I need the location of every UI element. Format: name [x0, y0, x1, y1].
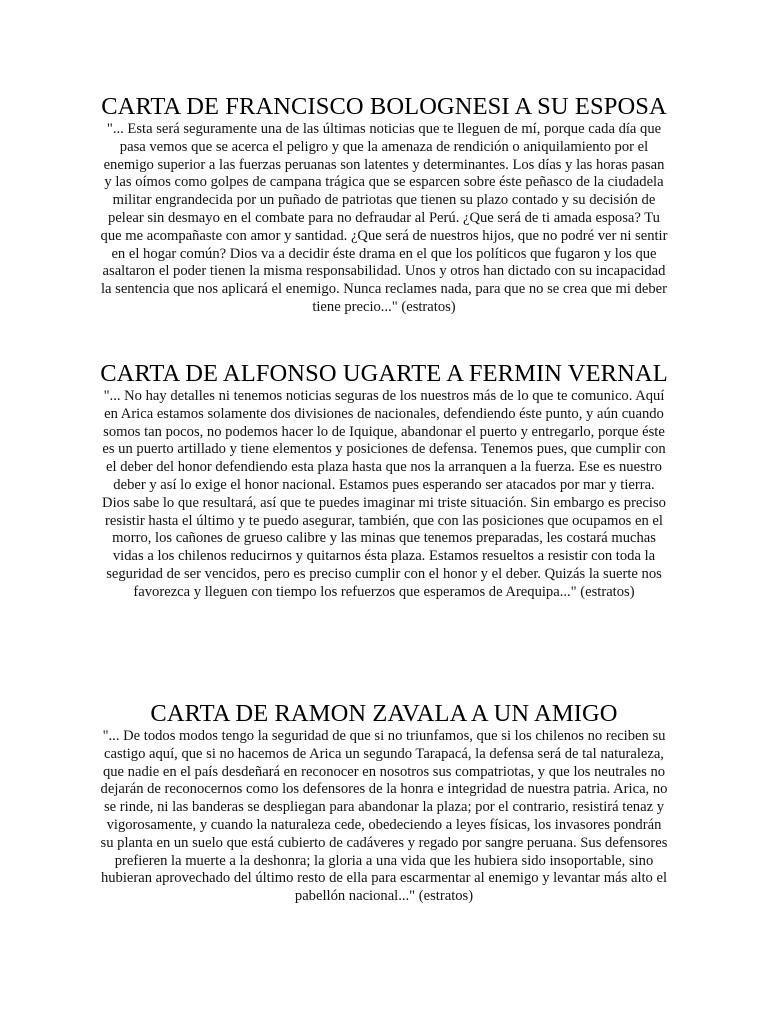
letter-text: "... Esta será seguramente una de las últimas noticias que te lleguen de mí, porque cada día que pasa vemos que se acerca el peligro y que la amenaza de rendición o aniquilamiento por el enemigo superior a las fuerzas peruanas son latentes y determinantes. Los días y las horas pasan y las oímos como golpes de campana trágica que se esparcen sobre éste peñasco de la ciudadela militar engrandecida por un puñado de patriotas que tienen su plazo contado y su decisión de pelear sin desmayo en el combate para no defraudar al Perú. ¿Que será de ti amada esposa? Tu que me acompañaste con amor y santidad. ¿Que será de nuestros hijos, que no podré ver ni sentir en el hogar común? Dios va a decidir éste drama en el que los políticos que fugaron y los que asaltaron el poder tienen la misma responsabilidad. Unos y otros han dictado con su incapacidad la sentencia que nos aplicará el enemigo. Nunca reclames nada, para que no se crea que mi deber tiene precio..." (estratos)	[100, 121, 668, 315]
letter-zavala	[100, 700, 668, 906]
letter-bolognesi	[100, 93, 668, 317]
letter-title: CARTA DE ALFONSO UGARTE A FERMIN VERNAL	[100, 360, 668, 387]
letter-title: CARTA DE RAMON ZAVALA A UN AMIGO	[150, 700, 618, 727]
letter-text: "... De todos modos tengo la seguridad de que si no triunfamos, que si los chilenos no reciben su castigo aquí, que si no hacemos de Arica un segundo Tarapacá, la defensa será de tal naturaleza, que nadie en el país desdeñará en reconocer en nosotros sus compatriotas, y que los neutrales no dejarán de reconocernos como los defensores de la honra e integridad de nuestra patria. Arica, no se rinde, ni las banderas se despliegan para abandonar la plaza; por el contrario, resistirá tenaz y vigorosamente, y cuando la naturaleza cede, obedeciendo a leyes físicas, los invasores pondrán su planta en un suelo que está cubierto de cadáveres y regado por sangre peruana. Sus defensores prefieren la muerte a la deshonra; la gloria a una vida que les hubiera sido insoportable, sino hubieran aprovechado del último resto de ella para escarmentar al enemigo y levantar más alto el pabellón nacional..." (estratos)	[100, 728, 668, 905]
letter-text: "... No hay detalles ni tenemos noticias seguras de los nuestros más de lo que te comunico. Aquí en Arica estamos solamente dos divisiones de nacionales, defendiendo éste punto, y aún cuando somos tan pocos, no podemos hacer lo de Iquique, abandonar el puerto y entregarlo, porque éste es un puerto artillado y tiene elementos y posiciones de defensa. Tenemos pues, que cumplir con el deber del honor defendiendo esta plaza hasta que nos la arranquen a la fuerza. Ese es nuestro deber y así lo exige el honor nacional. Estamos pues esperando ser atacados por mar y tierra. Dios sabe lo que resultará, así que te puedes imaginar mi triste situación. Sin embargo es preciso resistir hasta el último y te puedo asegurar, también, que con las posiciones que ocupamos en el morro, los cañones de grueso calibre y las minas que tenemos preparadas, les costará muchas vidas a los chilenos reducirnos y quitarnos ésta plaza. Estamos resueltos a resistir con toda la seguridad de ser vencidos, pero es preciso cumplir con el honor y el deber. Quizás la suerte nos favorezca y lleguen con tiempo los refuerzos que esperamos de Arequipa..." (estratos)	[102, 388, 666, 600]
letter-title: CARTA DE FRANCISCO BOLOGNESI A SU ESPOSA	[101, 93, 667, 120]
letter-ugarte	[100, 360, 668, 602]
